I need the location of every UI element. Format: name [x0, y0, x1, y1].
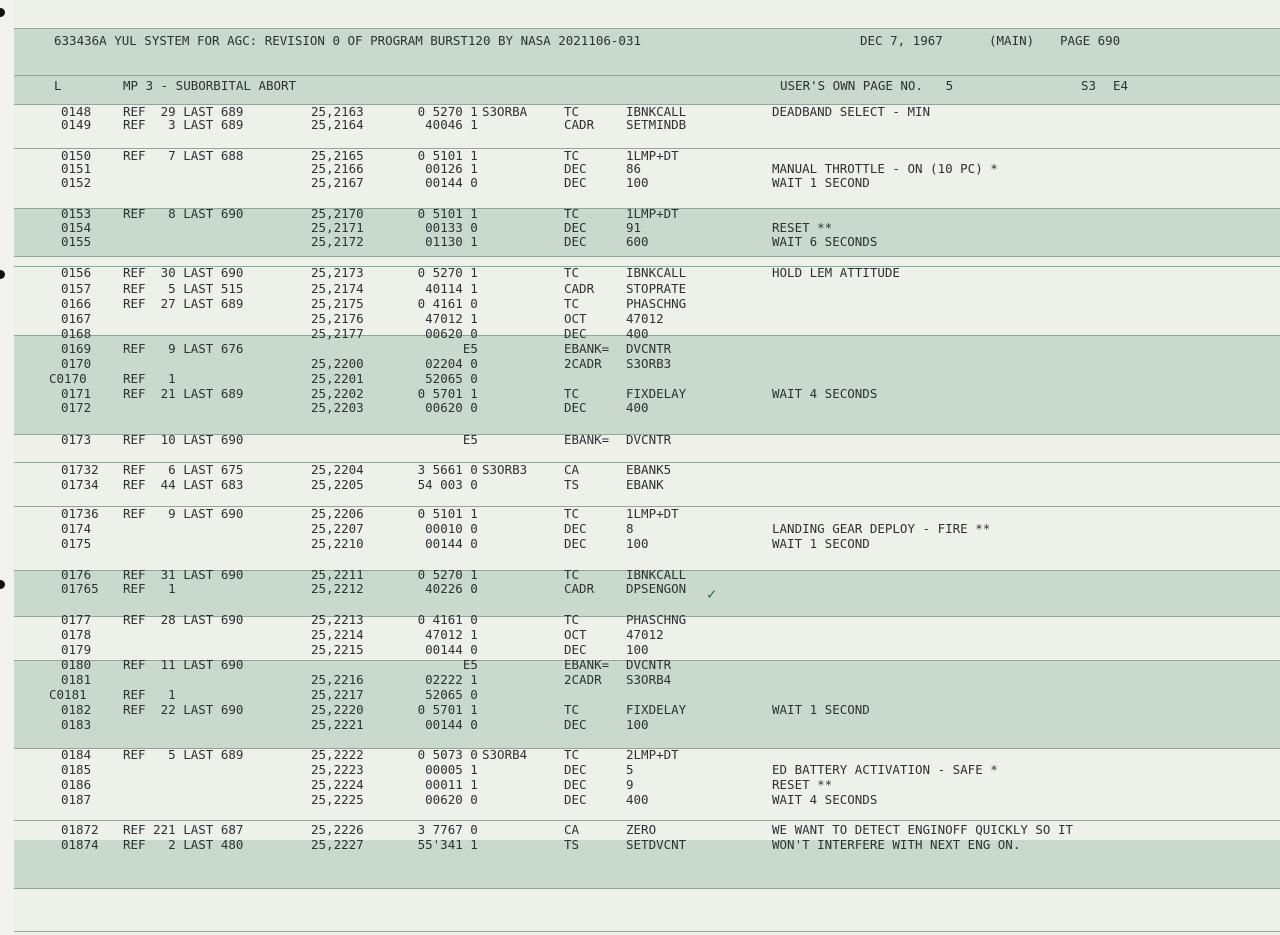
- listing-line: [14, 326, 1280, 341]
- ref-column: REF 5 LAST 515: [123, 281, 244, 296]
- operand: 100: [626, 536, 649, 551]
- opcode: TC: [564, 296, 580, 311]
- card-number: 0168: [61, 326, 92, 341]
- listing-line: [14, 612, 1280, 627]
- comment-text: WON'T INTERFERE WITH NEXT ENG ON.: [772, 837, 1021, 852]
- page-header: [14, 33, 1280, 48]
- opcode: EBANK=: [564, 341, 610, 356]
- card-number: 0176: [61, 567, 92, 582]
- address-column: 25,2222: [311, 747, 364, 762]
- address-column: 25,2210: [311, 536, 364, 551]
- opcode: TC: [564, 506, 580, 521]
- opcode: TS: [564, 477, 580, 492]
- ref-column: REF 28 LAST 690: [123, 612, 244, 627]
- ref-column: REF 11 LAST 690: [123, 657, 244, 672]
- listing-line: [14, 400, 1280, 415]
- octal-word: 54 003 0: [417, 477, 478, 492]
- octal-word: 3 7767 0: [417, 822, 478, 837]
- operand: DVCNTR: [626, 657, 672, 672]
- listing-line: [14, 477, 1280, 492]
- card-number: 0177: [61, 612, 92, 627]
- card-number: 0183: [61, 717, 92, 732]
- octal-word: 40114 1: [425, 281, 478, 296]
- opcode: DEC: [564, 175, 587, 190]
- card-number: 0167: [61, 311, 92, 326]
- card-number: 0179: [61, 642, 92, 657]
- operand: DVCNTR: [626, 432, 672, 447]
- ref-column: REF 221 LAST 687: [123, 822, 244, 837]
- comment-text: LANDING GEAR DEPLOY - FIRE **: [772, 521, 991, 536]
- program-title: 633436A YUL SYSTEM FOR AGC: REVISION 0 OF PROGRAM BURST120 BY NASA 2021106-031: [54, 33, 641, 48]
- ref-column: REF 30 LAST 690: [123, 265, 244, 280]
- address-column: 25,2227: [311, 837, 364, 852]
- ref-column: REF 6 LAST 675: [123, 462, 244, 477]
- address-column: 25,2207: [311, 521, 364, 536]
- operand: ZERO: [626, 822, 657, 837]
- address-column: 25,2167: [311, 175, 364, 190]
- octal-word: E5: [462, 657, 478, 672]
- address-column: 25,2217: [311, 687, 364, 702]
- octal-word: 00144 0: [425, 642, 478, 657]
- opcode: CADR: [564, 117, 595, 132]
- opcode: TC: [564, 386, 580, 401]
- opcode: DEC: [564, 234, 587, 249]
- ref-column: REF 1: [123, 581, 176, 596]
- operand: 9: [626, 777, 634, 792]
- octal-word: E5: [462, 341, 478, 356]
- octal-word: 40046 1: [425, 117, 478, 132]
- octal-word: 0 4161 0: [417, 612, 478, 627]
- opcode: TC: [564, 104, 580, 119]
- address-column: 25,2164: [311, 117, 364, 132]
- listing-date: DEC 7, 1967: [860, 33, 943, 48]
- opcode: CA: [564, 462, 580, 477]
- sub-header: [14, 78, 1280, 93]
- comment-text: WAIT 6 SECONDS: [772, 234, 878, 249]
- opcode: DEC: [564, 762, 587, 777]
- octal-word: 0 5270 1: [417, 104, 478, 119]
- card-number: 01732: [61, 462, 99, 477]
- listing-line: [14, 687, 1280, 702]
- address-column: 25,2216: [311, 672, 364, 687]
- listing-line: [14, 717, 1280, 732]
- listing-line: [14, 627, 1280, 642]
- operand: 100: [626, 175, 649, 190]
- symbol-label: S3ORB3: [482, 462, 528, 477]
- octal-word: 0 5073 0: [417, 747, 478, 762]
- octal-word: 55'341 1: [417, 837, 478, 852]
- operand: 400: [626, 400, 649, 415]
- address-column: 25,2206: [311, 506, 364, 521]
- octal-word: 3 5661 0: [417, 462, 478, 477]
- octal-word: 0 5701 1: [417, 386, 478, 401]
- ref-column: REF 9 LAST 690: [123, 506, 244, 521]
- listing-line: [14, 462, 1280, 477]
- card-number: 01736: [61, 506, 99, 521]
- listing-line: [14, 702, 1280, 717]
- octal-word: 00144 0: [425, 717, 478, 732]
- octal-word: 00133 0: [425, 220, 478, 235]
- card-number: 0175: [61, 536, 92, 551]
- ref-column: REF 1: [123, 371, 176, 386]
- opcode: CADR: [564, 281, 595, 296]
- opcode: 2CADR: [564, 356, 602, 371]
- card-number: 0171: [61, 386, 92, 401]
- card-number: 0185: [61, 762, 92, 777]
- address-column: 25,2202: [311, 386, 364, 401]
- operand: STOPRATE: [626, 281, 687, 296]
- card-number: 0149: [61, 117, 92, 132]
- ref-column: REF 29 LAST 689: [123, 104, 244, 119]
- listing-line: [14, 161, 1280, 176]
- octal-word: 00620 0: [425, 792, 478, 807]
- ref-column: REF 5 LAST 689: [123, 747, 244, 762]
- address-column: 25,2175: [311, 296, 364, 311]
- comment-text: HOLD LEM ATTITUDE: [772, 265, 900, 280]
- card-number: 0184: [61, 747, 92, 762]
- octal-word: 52065 0: [425, 371, 478, 386]
- operand: 1LMP+DT: [626, 206, 679, 221]
- listing-line: [14, 777, 1280, 792]
- operand: 400: [626, 326, 649, 341]
- card-number: 0148: [61, 104, 92, 119]
- octal-word: 47012 1: [425, 627, 478, 642]
- listing-line: [14, 220, 1280, 235]
- ref-column: REF 44 LAST 683: [123, 477, 244, 492]
- card-number: 0174: [61, 521, 92, 536]
- opcode: OCT: [564, 311, 587, 326]
- card-number: 0187: [61, 792, 92, 807]
- address-column: 25,2215: [311, 642, 364, 657]
- band-rule: [14, 820, 1280, 821]
- ref-column: REF 21 LAST 689: [123, 386, 244, 401]
- card-number: 0182: [61, 702, 92, 717]
- address-column: 25,2204: [311, 462, 364, 477]
- card-number: 0166: [61, 296, 92, 311]
- card-number: 0178: [61, 627, 92, 642]
- listing-line: [14, 762, 1280, 777]
- opcode: EBANK=: [564, 432, 610, 447]
- operand: SETDVCNT: [626, 837, 687, 852]
- opcode: TC: [564, 148, 580, 163]
- operand: DVCNTR: [626, 341, 672, 356]
- opcode: TC: [564, 702, 580, 717]
- opcode: OCT: [564, 627, 587, 642]
- card-number: 0151: [61, 161, 92, 176]
- opcode: TC: [564, 206, 580, 221]
- opcode: DEC: [564, 326, 587, 341]
- feed-hole-icon: [0, 270, 5, 279]
- listing-line: [14, 521, 1280, 536]
- sub-header-left: L: [54, 78, 62, 93]
- octal-word: 02222 1: [425, 672, 478, 687]
- card-number: 01874: [61, 837, 99, 852]
- opcode: DEC: [564, 642, 587, 657]
- listing-line: [14, 536, 1280, 551]
- ref-column: REF 10 LAST 690: [123, 432, 244, 447]
- operand: 600: [626, 234, 649, 249]
- listing-line: [14, 672, 1280, 687]
- listing-line: [14, 581, 1280, 596]
- listing-section: (MAIN): [989, 33, 1035, 48]
- symbol-label: S3ORBA: [482, 104, 528, 119]
- address-column: 25,2225: [311, 792, 364, 807]
- operand: 400: [626, 792, 649, 807]
- opcode: DEC: [564, 521, 587, 536]
- operand: IBNKCALL: [626, 567, 687, 582]
- printout-sheet: [14, 0, 1280, 935]
- address-column: 25,2220: [311, 702, 364, 717]
- operand: FIXDELAY: [626, 702, 687, 717]
- octal-word: 0 5701 1: [417, 702, 478, 717]
- opcode: CA: [564, 822, 580, 837]
- card-number: 0152: [61, 175, 92, 190]
- address-column: 25,2213: [311, 612, 364, 627]
- octal-word: 00011 1: [425, 777, 478, 792]
- listing-line: [14, 311, 1280, 326]
- octal-word: 0 5101 1: [417, 506, 478, 521]
- octal-word: 00144 0: [425, 175, 478, 190]
- operand: PHASCHNG: [626, 612, 687, 627]
- operand: EBANK: [626, 477, 664, 492]
- address-column: 25,2176: [311, 311, 364, 326]
- listing-line: [14, 175, 1280, 190]
- opcode: DEC: [564, 161, 587, 176]
- operand: FIXDELAY: [626, 386, 687, 401]
- listing-line: [14, 281, 1280, 296]
- address-column: 25,2166: [311, 161, 364, 176]
- opcode: EBANK=: [564, 657, 610, 672]
- opcode: TC: [564, 612, 580, 627]
- card-number: 01734: [61, 477, 99, 492]
- address-column: 25,2171: [311, 220, 364, 235]
- check-mark-icon: ✓: [707, 585, 717, 603]
- listing-line: [14, 265, 1280, 280]
- listing-line: [14, 234, 1280, 249]
- comment-text: DEADBAND SELECT - MIN: [772, 104, 931, 119]
- listing-line: [14, 657, 1280, 672]
- opcode: TC: [564, 567, 580, 582]
- card-number: 0157: [61, 281, 92, 296]
- operand: S3ORB4: [626, 672, 672, 687]
- octal-word: 0 5270 1: [417, 567, 478, 582]
- card-number: 0181: [61, 672, 92, 687]
- card-number: 0150: [61, 148, 92, 163]
- operand: 1LMP+DT: [626, 506, 679, 521]
- comment-text: WAIT 1 SECOND: [772, 536, 870, 551]
- feed-hole-icon: [0, 8, 5, 17]
- operand: 1LMP+DT: [626, 148, 679, 163]
- opcode: TC: [564, 747, 580, 762]
- band-rule: [14, 256, 1280, 257]
- log-section-title: MP 3 - SUBORBITAL ABORT: [123, 78, 297, 93]
- band-rule: [14, 931, 1280, 932]
- address-column: 25,2200: [311, 356, 364, 371]
- listing-line: [14, 567, 1280, 582]
- sub-header-code: E4: [1113, 78, 1129, 93]
- address-column: 25,2212: [311, 581, 364, 596]
- ref-column: REF 1: [123, 687, 176, 702]
- card-number: 0169: [61, 341, 92, 356]
- listing-line: [14, 837, 1280, 852]
- opcode: DEC: [564, 220, 587, 235]
- comment-text: WAIT 4 SECONDS: [772, 386, 878, 401]
- card-number: 0155: [61, 234, 92, 249]
- octal-word: 00126 1: [425, 161, 478, 176]
- ref-column: REF 31 LAST 690: [123, 567, 244, 582]
- opcode: DEC: [564, 777, 587, 792]
- listing-line: [14, 117, 1280, 132]
- octal-word: 0 5101 1: [417, 148, 478, 163]
- comment-text: RESET **: [772, 777, 833, 792]
- user-page-number: USER'S OWN PAGE NO. 5: [780, 78, 954, 93]
- tractor-feed-strip: [0, 0, 14, 935]
- listing-line: [14, 296, 1280, 311]
- opcode: CADR: [564, 581, 595, 596]
- opcode: DEC: [564, 536, 587, 551]
- opcode: DEC: [564, 400, 587, 415]
- address-column: 25,2203: [311, 400, 364, 415]
- octal-word: 00010 0: [425, 521, 478, 536]
- address-column: 25,2170: [311, 206, 364, 221]
- ref-column: REF 3 LAST 689: [123, 117, 244, 132]
- comment-text: WAIT 1 SECOND: [772, 175, 870, 190]
- octal-word: 47012 1: [425, 311, 478, 326]
- listing-line: [14, 747, 1280, 762]
- address-column: 25,2211: [311, 567, 364, 582]
- operand: IBNKCALL: [626, 104, 687, 119]
- address-column: 25,2214: [311, 627, 364, 642]
- operand: 2LMP+DT: [626, 747, 679, 762]
- octal-word: E5: [462, 432, 478, 447]
- operand: 86: [626, 161, 642, 176]
- operand: 47012: [626, 311, 664, 326]
- page-number: PAGE 690: [1060, 33, 1121, 48]
- card-number: 0153: [61, 206, 92, 221]
- operand: 8: [626, 521, 634, 536]
- octal-word: 00620 0: [425, 400, 478, 415]
- band-rule: [14, 888, 1280, 889]
- card-number: 0173: [61, 432, 92, 447]
- octal-word: 0 4161 0: [417, 296, 478, 311]
- address-column: 25,2165: [311, 148, 364, 163]
- octal-word: 52065 0: [425, 687, 478, 702]
- operand: PHASCHNG: [626, 296, 687, 311]
- listing-line: [14, 432, 1280, 447]
- sub-header-code: S3: [1081, 78, 1097, 93]
- operand: DPSENGON: [626, 581, 687, 596]
- listing-line: [14, 386, 1280, 401]
- operand: IBNKCALL: [626, 265, 687, 280]
- listing-line: [14, 642, 1280, 657]
- card-number: 0154: [61, 220, 92, 235]
- operand: 5: [626, 762, 634, 777]
- band-rule: [14, 75, 1280, 76]
- octal-word: 00144 0: [425, 536, 478, 551]
- operand: 91: [626, 220, 642, 235]
- operand: 47012: [626, 627, 664, 642]
- operand: S3ORB3: [626, 356, 672, 371]
- ref-column: REF 7 LAST 688: [123, 148, 244, 163]
- opcode: TS: [564, 837, 580, 852]
- ref-column: REF 9 LAST 676: [123, 341, 244, 356]
- address-column: 25,2173: [311, 265, 364, 280]
- feed-hole-icon: [0, 580, 5, 589]
- listing-line: [14, 356, 1280, 371]
- listing-line: [14, 822, 1280, 837]
- comment-text: RESET **: [772, 220, 833, 235]
- opcode: 2CADR: [564, 672, 602, 687]
- listing-line: [14, 206, 1280, 221]
- operand: EBANK5: [626, 462, 672, 477]
- octal-word: 0 5101 1: [417, 206, 478, 221]
- listing-line: [14, 341, 1280, 356]
- card-number: 0186: [61, 777, 92, 792]
- comment-text: ED BATTERY ACTIVATION - SAFE *: [772, 762, 998, 777]
- comment-text: WAIT 1 SECOND: [772, 702, 870, 717]
- card-number: 0172: [61, 400, 92, 415]
- octal-word: 01130 1: [425, 234, 478, 249]
- card-number: 0180: [61, 657, 92, 672]
- band-rule: [14, 28, 1280, 29]
- octal-word: 40226 0: [425, 581, 478, 596]
- octal-word: 00620 0: [425, 326, 478, 341]
- address-column: 25,2174: [311, 281, 364, 296]
- opcode: DEC: [564, 792, 587, 807]
- octal-word: 00005 1: [425, 762, 478, 777]
- octal-word: 02204 0: [425, 356, 478, 371]
- card-number: C0170: [49, 371, 87, 386]
- octal-word: 0 5270 1: [417, 265, 478, 280]
- ref-column: REF 22 LAST 690: [123, 702, 244, 717]
- comment-text: WAIT 4 SECONDS: [772, 792, 878, 807]
- address-column: 25,2172: [311, 234, 364, 249]
- listing-line: [14, 371, 1280, 386]
- card-number: 0156: [61, 265, 92, 280]
- operand: SETMINDB: [626, 117, 687, 132]
- address-column: 25,2205: [311, 477, 364, 492]
- operand: 100: [626, 717, 649, 732]
- listing-line: [14, 506, 1280, 521]
- ref-column: REF 8 LAST 690: [123, 206, 244, 221]
- ref-column: REF 2 LAST 480: [123, 837, 244, 852]
- comment-text: MANUAL THROTTLE - ON (10 PC) *: [772, 161, 998, 176]
- ref-column: REF 27 LAST 689: [123, 296, 244, 311]
- card-number: 01765: [61, 581, 99, 596]
- comment-text: WE WANT TO DETECT ENGINOFF QUICKLY SO IT: [772, 822, 1074, 837]
- address-column: 25,2177: [311, 326, 364, 341]
- address-column: 25,2163: [311, 104, 364, 119]
- address-column: 25,2226: [311, 822, 364, 837]
- address-column: 25,2201: [311, 371, 364, 386]
- card-number: 0170: [61, 356, 92, 371]
- symbol-label: S3ORB4: [482, 747, 528, 762]
- address-column: 25,2221: [311, 717, 364, 732]
- address-column: 25,2223: [311, 762, 364, 777]
- card-number: 01872: [61, 822, 99, 837]
- listing-line: [14, 792, 1280, 807]
- card-number: C0181: [49, 687, 87, 702]
- opcode: DEC: [564, 717, 587, 732]
- opcode: TC: [564, 265, 580, 280]
- address-column: 25,2224: [311, 777, 364, 792]
- operand: 100: [626, 642, 649, 657]
